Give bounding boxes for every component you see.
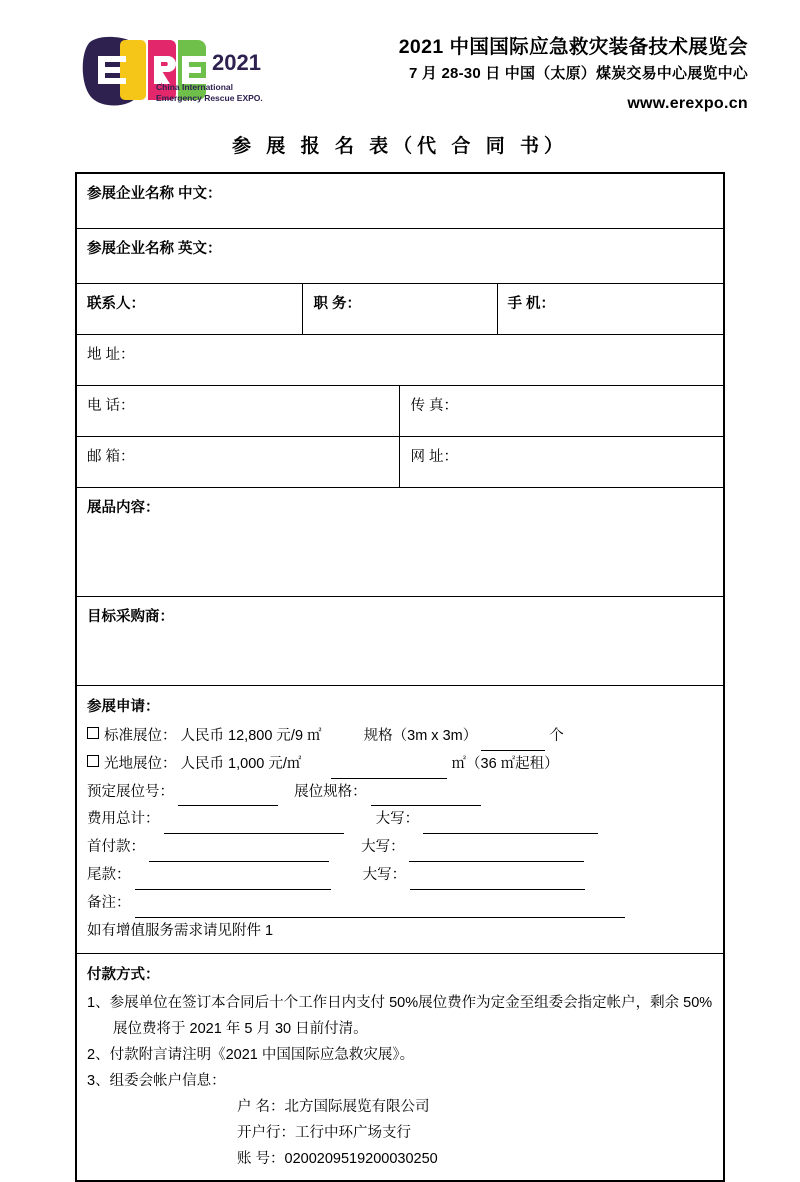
total-fee-row bbox=[87, 806, 713, 834]
remark-input[interactable] bbox=[135, 890, 625, 918]
raw-space-label: 光地展位： 人民币 1,000 元/㎡ bbox=[104, 755, 302, 772]
total-fee-caps-label: 大写： bbox=[375, 811, 420, 828]
mobile-field[interactable]: 手 机： bbox=[497, 284, 723, 335]
raw-space-row bbox=[87, 751, 713, 779]
table-row-email-web bbox=[77, 437, 724, 488]
first-payment-row bbox=[87, 834, 713, 862]
payment-item-2: 2、付款附言请注明《2021 中国国际应急救灾展》。 bbox=[87, 1046, 415, 1063]
header-title-block bbox=[293, 28, 748, 119]
raw-space-area-input[interactable] bbox=[331, 751, 447, 779]
remark-row bbox=[87, 890, 713, 918]
first-payment-caps-input[interactable] bbox=[409, 834, 584, 862]
document-header bbox=[0, 0, 800, 119]
value-added-note: 如有增值服务需求请见附件 1 bbox=[87, 922, 274, 939]
total-fee-label: 费用总计： bbox=[87, 811, 160, 828]
company-website-field[interactable]: 网 址： bbox=[400, 437, 724, 488]
email-field[interactable]: 邮 箱： bbox=[77, 437, 400, 488]
table-row-application bbox=[77, 686, 724, 953]
bank-label: 开户行： bbox=[237, 1125, 295, 1142]
total-fee-caps-input[interactable] bbox=[423, 806, 598, 834]
table-row-target-buyers bbox=[77, 597, 724, 686]
payment-item-3: 3、组委会帐户信息： bbox=[87, 1072, 226, 1089]
account-number-label: 账 号： bbox=[237, 1151, 285, 1168]
payment-title: 付款方式： bbox=[87, 966, 160, 983]
telephone-field[interactable]: 电 话： bbox=[77, 386, 400, 437]
contact-person-field[interactable]: 联系人： bbox=[77, 284, 303, 335]
booth-spec-label: 展位规格： bbox=[294, 783, 367, 800]
svg-text:Emergency Rescue EXPO.: Emergency Rescue EXPO. bbox=[156, 93, 263, 103]
document-title: 参 展 报 名 表（代 合 同 书） bbox=[232, 136, 568, 158]
standard-booth-unit: 个 bbox=[549, 728, 564, 745]
logo-container bbox=[78, 28, 293, 114]
balance-label: 尾款： bbox=[87, 867, 131, 884]
table-row-exhibits bbox=[77, 488, 724, 597]
balance-row bbox=[87, 862, 713, 890]
table-row-company-en bbox=[77, 229, 724, 284]
svg-text:2021: 2021 bbox=[212, 50, 261, 75]
account-name-label: 户 名： bbox=[237, 1098, 285, 1115]
total-fee-input[interactable] bbox=[164, 806, 344, 834]
raw-space-unit: ㎡（36 ㎡起租） bbox=[451, 755, 559, 772]
position-field[interactable]: 职 务： bbox=[303, 284, 497, 335]
standard-booth-spec: 规格（3m x 3m） bbox=[363, 728, 478, 745]
expo-date-venue: 7 月 28-30 日 中国（太原）煤炭交易中心展览中心 bbox=[409, 65, 748, 83]
first-payment-caps-label: 大写： bbox=[361, 839, 405, 856]
ere-expo-logo bbox=[78, 34, 288, 114]
application-section bbox=[77, 686, 724, 953]
fax-field[interactable]: 传 真： bbox=[400, 386, 724, 437]
standard-booth-count-input[interactable] bbox=[481, 723, 545, 751]
first-payment-label: 首付款： bbox=[87, 839, 145, 856]
booth-no-label: 预定展位号： bbox=[87, 783, 174, 800]
bank-value: 工行中环广场支行 bbox=[295, 1125, 411, 1142]
first-payment-input[interactable] bbox=[149, 834, 329, 862]
booth-no-input[interactable] bbox=[178, 779, 278, 807]
standard-booth-row bbox=[87, 723, 713, 751]
balance-caps-label: 大写： bbox=[362, 867, 407, 884]
booth-no-row bbox=[87, 779, 713, 807]
company-name-en-field[interactable]: 参展企业名称 英文： bbox=[77, 229, 724, 284]
table-row-payment bbox=[77, 953, 724, 1181]
exhibits-content-field[interactable]: 展品内容： bbox=[77, 488, 724, 597]
payment-section bbox=[77, 953, 724, 1181]
svg-text:China International: China International bbox=[156, 82, 233, 92]
company-name-cn-field[interactable]: 参展企业名称 中文： bbox=[77, 174, 724, 229]
standard-booth-checkbox[interactable] bbox=[87, 727, 99, 739]
table-row-company-cn bbox=[77, 174, 724, 229]
raw-space-checkbox[interactable] bbox=[87, 755, 99, 767]
table-row-address bbox=[77, 335, 724, 386]
registration-form bbox=[75, 172, 725, 1182]
table-row-contact bbox=[77, 284, 724, 335]
payment-item-1: 1、参展单位在签订本合同后十个工作日内支付 50%展位费作为定金至组委会指定帐户，剩余 50%展位费将于 2021 年 5 月 30 日前付清。 bbox=[87, 994, 713, 1037]
address-field[interactable]: 地 址： bbox=[77, 335, 724, 386]
remark-label: 备注： bbox=[87, 894, 131, 911]
account-number-row bbox=[87, 1146, 713, 1172]
account-name-value: 北方国际展览有限公司 bbox=[284, 1098, 430, 1115]
target-buyers-field[interactable]: 目标采购商： bbox=[77, 597, 724, 686]
application-title: 参展申请： bbox=[87, 699, 160, 716]
balance-input[interactable] bbox=[135, 862, 331, 890]
standard-booth-label: 标准展位： 人民币 12,800 元/9 ㎡ bbox=[104, 728, 322, 745]
bank-row bbox=[87, 1120, 713, 1146]
expo-website: www.erexpo.cn bbox=[627, 94, 748, 112]
booth-spec-input[interactable] bbox=[371, 779, 481, 807]
expo-title: 2021 中国国际应急救灾装备技术展览会 bbox=[398, 36, 748, 58]
account-name-row bbox=[87, 1094, 713, 1120]
balance-caps-input[interactable] bbox=[410, 862, 585, 890]
account-number-value: 0200209519200030250 bbox=[284, 1151, 438, 1168]
table-row-tel-fax bbox=[77, 386, 724, 437]
